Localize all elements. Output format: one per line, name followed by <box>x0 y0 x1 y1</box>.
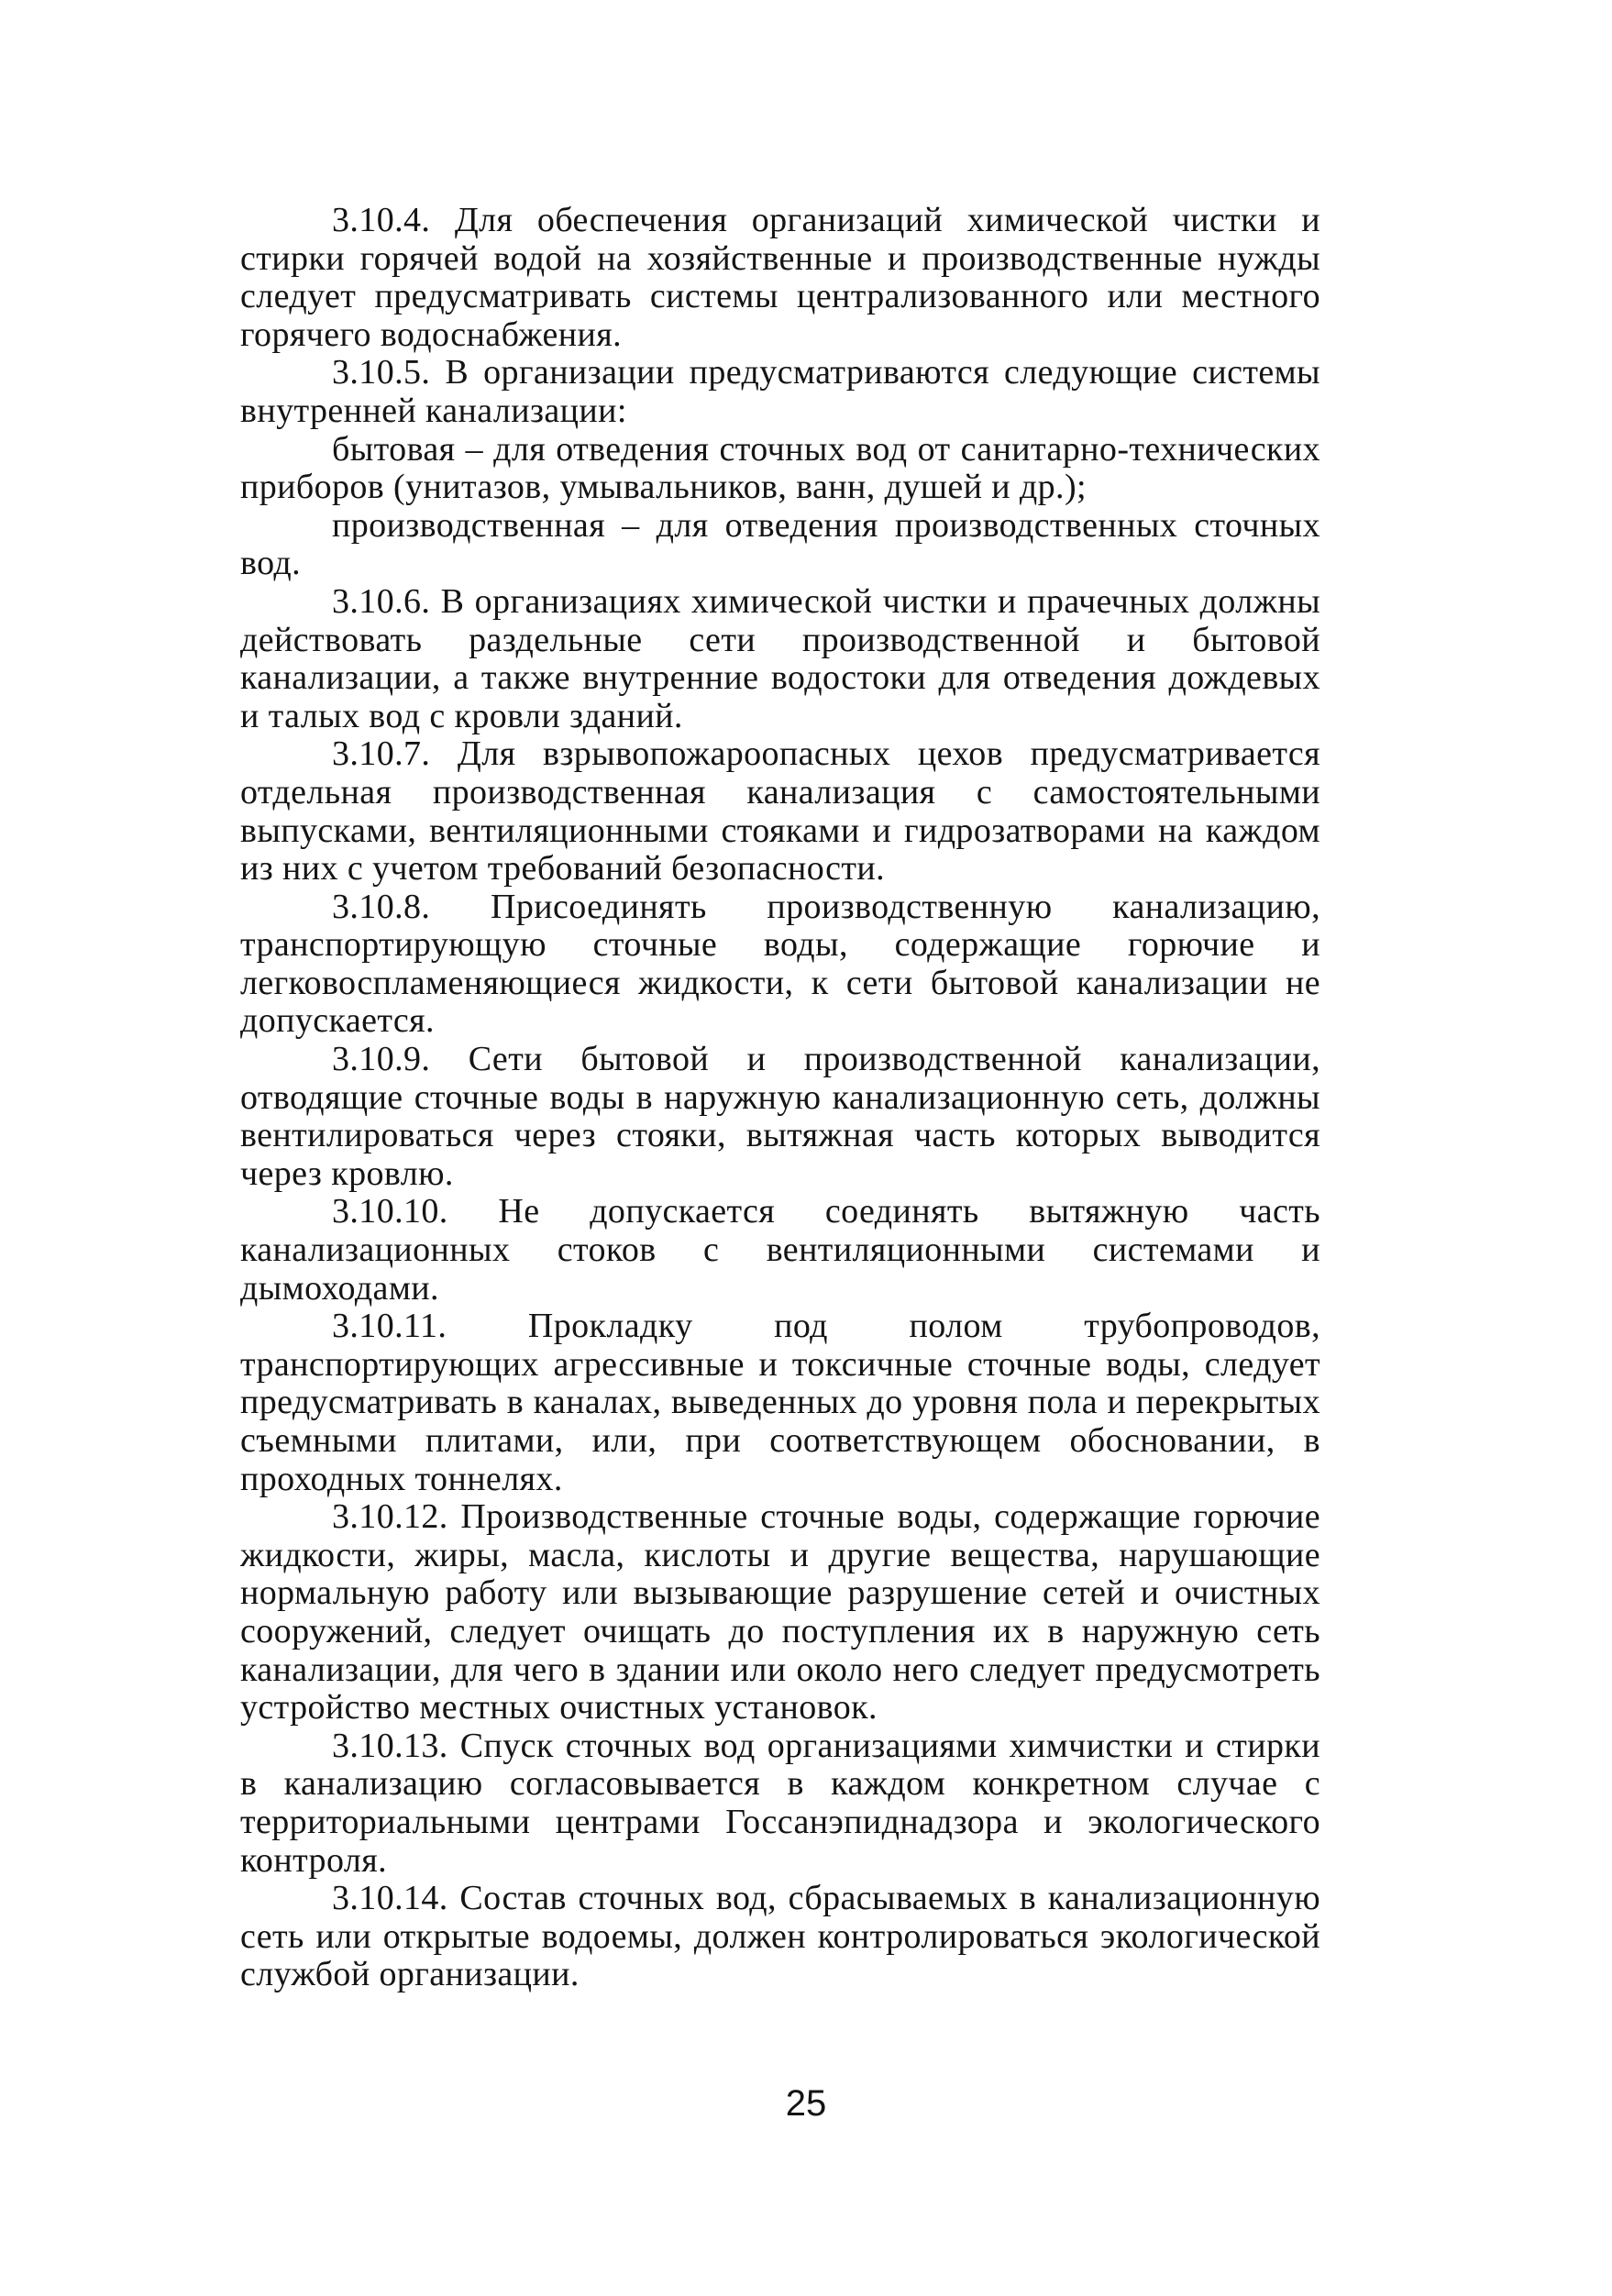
paragraph-3-10-7: 3.10.7. Для взрывопожароопасных цехов предусматривается отдельная производственная канализация с самостоятельными выпусками, вентиляционными стояками и гидрозатворами на каждом из них с учетом требований безопасности. <box>240 734 1320 889</box>
paragraph-3-10-9: 3.10.9. Сети бытовой и производственной канализации, отводящие сточные воды в наружную канализационную сеть, должны вентилироваться через стояки, вытяжная часть которых выводится через кровлю. <box>240 1040 1320 1193</box>
paragraph-3-10-11: 3.10.11. Прокладку под полом трубопроводов, транспортирующих агрессивные и токсичные сточные воды, следует предусматривать в каналах, выведенных до уровня пола и перекрытых съемными плитами, или, при соответствующем обосновании, в проходных тоннелях. <box>240 1307 1320 1498</box>
paragraph-3-10-12: 3.10.12. Производственные сточные воды, содержащие горючие жидкости, жиры, масла, кислоты и другие вещества, нарушающие нормальную работу или вызывающие разрушение сетей и очистных сооружений, следует очищать до поступления их в наружную сеть канализации, для чего в здании или около него следует предусмотреть устройство местных очистных установок. <box>240 1497 1320 1728</box>
paragraph-3-10-4: 3.10.4. Для обеспечения организаций химической чистки и стирки горячей водой на хозяйственные и производственные нужды следует предусматривать системы централизованного или местного горячего водоснабжения. <box>240 201 1320 354</box>
paragraph-3-10-10: 3.10.10. Не допускается соединять вытяжную часть канализационных стоков с вентиляционными системами и дымоходами. <box>240 1192 1320 1308</box>
paragraph-3-10-13: 3.10.13. Спуск сточных вод организациями химчистки и стирки в канализацию согласовывается в каждом конкретном случае с территориальными центрами Госсанэпиднадзора и экологического контроля. <box>240 1726 1320 1880</box>
paragraph-3-10-14: 3.10.14. Состав сточных вод, сбрасываемых в канализационную сеть или открытые водоемы, должен контролироваться экологической службой организации. <box>240 1879 1320 1994</box>
paragraph-3-10-8: 3.10.8. Присоединять производственную канализацию, транспортирующую сточные воды, содержащие горючие и легковоспламеняющиеся жидкости, к сети бытовой канализации не допускается. <box>240 887 1320 1041</box>
paragraph-3-10-6: 3.10.6. В организациях химической чистки и прачечных должны действовать раздельные сети производственной и бытовой канализации, а также внутренние водостоки для отведения дождевых и талых вод с кровли зданий. <box>240 581 1320 735</box>
paragraph-3-10-5-industrial: производственная – для отведения производственных сточных вод. <box>240 505 1320 583</box>
paragraph-3-10-5: 3.10.5. В организации предусматриваются следующие системы внутренней канализации: <box>240 353 1320 430</box>
paragraph-3-10-5-domestic: бытовая – для отведения сточных вод от санитарно-технических приборов (унитазов, умывальников, ванн, душей и др.); <box>240 429 1320 507</box>
body-text <box>240 202 1320 1994</box>
page-number: 25 <box>785 2083 827 2124</box>
